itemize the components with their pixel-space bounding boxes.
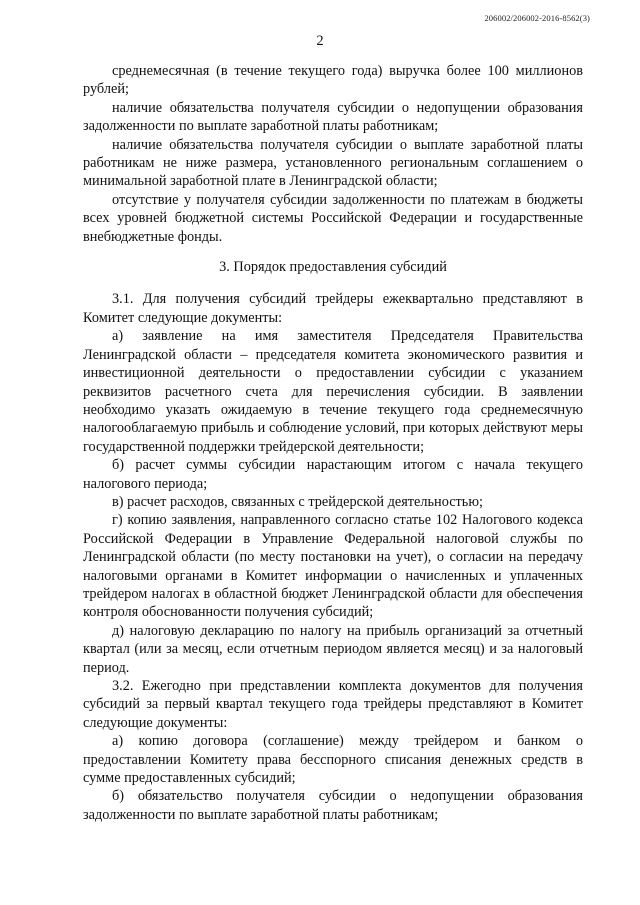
paragraph: а) заявление на имя заместителя Председателя Правительства Ленинградской области – председателя комитета экономического развития и инвестиционной деятельности о предоставлении субсидии с указанием реквизитов расчетного счета для перечисления субсидии. В заявлении необходимо указать ожидаемую в течение текущего года среднемесячную налогооблагаемую прибыль и соблюдение условий, при которых действуют меры государственной поддержки трейдерской деятельности;: [83, 328, 583, 455]
paragraph: д) налоговую декларацию по налогу на прибыль организаций за отчетный квартал (или за месяц, если отчетным периодом является месяц) и за налоговый период.: [83, 622, 583, 676]
document-body: [83, 62, 583, 824]
paragraph: б) обязательство получателя субсидии о недопущении образования задолженности по выплате заработной платы работникам;: [83, 788, 583, 823]
document-code: 206002/206002-2016-8562(3): [484, 13, 590, 23]
paragraph: в) расчет расходов, связанных с трейдерской деятельностью;: [112, 493, 483, 510]
paragraph: 3.2. Ежегодно при представлении комплекта документов для получения субсидий за первый квартал текущего года трейдеры представляют в Комитет следующие документы:: [83, 678, 583, 731]
paragraph: а) копию договора (соглашение) между трейдером и банком о предоставлении Комитету права бесспорного списания денежных средств в сумме предоставленных субсидий;: [83, 733, 583, 787]
page-number: 2: [316, 33, 324, 49]
paragraph: 3.1. Для получения субсидий трейдеры ежеквартально представляют в Комитет следующие документы:: [83, 291, 583, 326]
paragraph: б) расчет суммы субсидии нарастающим итогом с начала текущего налогового периода;: [83, 457, 583, 492]
paragraph: наличие обязательства получателя субсидии о выплате заработной платы работникам не ниже размера, установленного региональным соглашением о минимальной заработной плате в Ленинградской области;: [83, 136, 583, 190]
paragraph: г) копию заявления, направленного согласно статье 102 Налогового кодекса Российской Федерации в Управление Федеральной налоговой службы по Ленинградской области (по месту постановки на учет), о согласии на передачу налоговыми органами в Комитет информации о начисленных и уплаченных трейдером налогах в областной бюджет Ленинградской области для обеспечения контроля обоснованности получения субсидий;: [83, 512, 583, 621]
section-title: 3. Порядок предоставления субсидий: [219, 259, 447, 276]
paragraph: среднемесячная (в течение текущего года) выручка более 100 миллионов рублей;: [83, 63, 583, 98]
paragraph: отсутствие у получателя субсидии задолженности по платежам в бюджеты всех уровней бюджетной системы Российской Федерации и государственные внебюджетные фонды.: [83, 191, 583, 245]
paragraph: наличие обязательства получателя субсидии о недопущении образования задолженности по выплате заработной платы работникам;: [83, 99, 583, 135]
